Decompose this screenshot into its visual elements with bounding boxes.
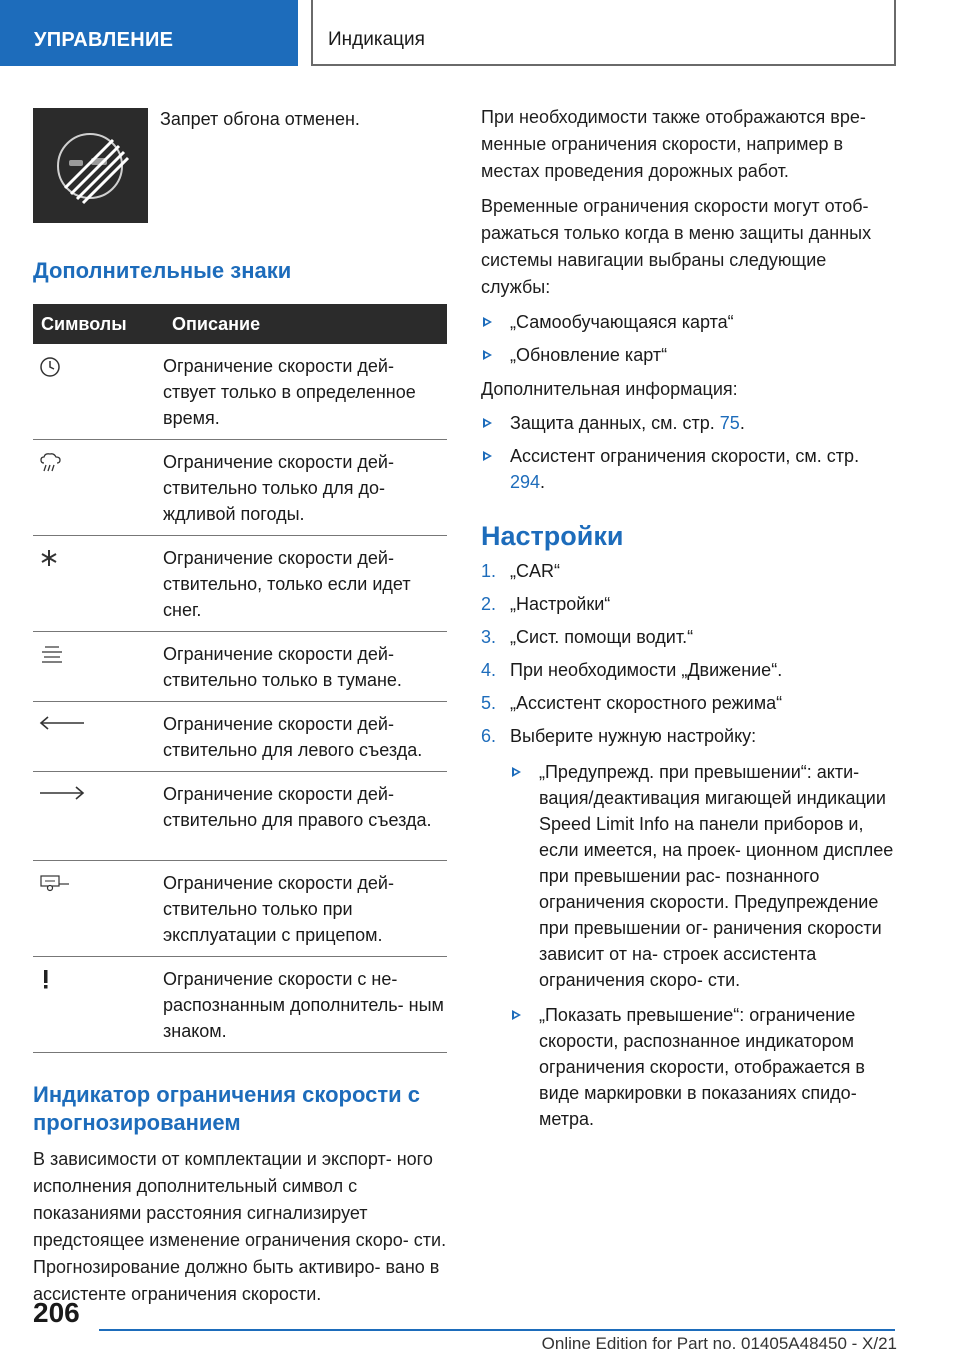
table-row: [33, 632, 447, 702]
symbol-cell: [33, 957, 156, 1053]
symbol-cell: [33, 702, 156, 772]
list-item: „Предупрежд. при превышении“: акти- вация/деактивация мигающей индикации Speed Limit Info на панели приборов и, если имеется, на проек- ционном дисплее при превышении рас- познанного ограничения скорости. Предупреждение при превышении ог- раничения скорости зависит от на- строек ассистента ограничения скоро- сти.: [510, 759, 895, 993]
footer-edition: Online Edition for Part no. 01405A48450 - X/21: [541, 1334, 897, 1353]
footer-divider: [99, 1329, 895, 1331]
exclamation-icon: [39, 969, 156, 991]
table-header-row: [33, 304, 447, 344]
section-tab[interactable]: УПРАВЛЕНИЕ: [0, 0, 298, 66]
more-info-label: Дополнительная информация:: [481, 379, 738, 399]
list-item: 4. При необходимости „Движение“.: [481, 660, 783, 680]
fog-icon: [39, 644, 156, 666]
more-info-list: [481, 410, 895, 495]
sign-caption: Запрет обгона отменен.: [160, 109, 360, 129]
bullet-triangle-icon: [483, 350, 492, 360]
additional-signs-heading: Дополнительные знаки: [33, 258, 292, 283]
symbol-cell: [33, 440, 156, 536]
rain-cloud-icon: [39, 452, 156, 474]
symbol-cell: [33, 632, 156, 702]
bullet-triangle-icon: [483, 418, 492, 428]
list-item: „Обновление карт“: [481, 342, 895, 368]
bullet-triangle-icon: [512, 767, 521, 777]
no-overtaking-end-sign-icon: [33, 108, 148, 223]
description-cell: Ограничение скорости дей- ствительно только для до- ждливой погоды.: [156, 440, 447, 536]
bullet-triangle-icon: [483, 451, 492, 461]
services-list: [481, 309, 895, 368]
description-cell: Ограничение скорости дей- ствительно только в тумане.: [156, 632, 447, 702]
list-item: Ассистент ограничения скорости, см. стр. 294.: [481, 443, 895, 495]
list-item: „Самообучающаяся карта“: [481, 309, 895, 335]
chapter-title: Индикация: [311, 0, 896, 66]
additional-signs-table: [33, 304, 447, 1053]
symbol-cell: [33, 861, 156, 957]
description-cell: Ограничение скорости дей- ствительно для правого съезда.: [156, 772, 447, 861]
description-cell: Ограничение скорости дей- ствует только в определенное время.: [156, 344, 447, 440]
bullet-triangle-icon: [483, 317, 492, 327]
page-number: 206: [33, 1297, 80, 1328]
list-item: 3. „Сист. помощи водит.“: [481, 627, 694, 647]
prediction-heading: Индикатор ограничения скорости с прогнозированием: [33, 1082, 421, 1135]
column-header-description: Описание: [156, 304, 447, 344]
settings-steps: [481, 558, 895, 749]
page-link[interactable]: 75: [719, 413, 740, 433]
description-cell: Ограничение скорости с не- распознанным дополнитель- ным знаком.: [156, 957, 447, 1053]
temporary-limits-paragraph: При необходимости также отображаются вре- менные ограничения скорости, например в местах проведения дорожных работ.: [481, 107, 866, 181]
snowflake-icon: [39, 548, 156, 568]
bullet-triangle-icon: [512, 1010, 521, 1020]
arrow-right-icon: [39, 784, 156, 802]
table-row: [33, 344, 447, 440]
description-cell: Ограничение скорости дей- ствительно для левого съезда.: [156, 702, 447, 772]
right-column: [481, 104, 895, 1132]
prediction-text: В зависимости от комплектации и экспорт- ного исполнения дополнительный символ с показаниями расстояния сигнализирует предстоящее изменение ограничения скоро- сти. Прогнозирование должно быть активиро- вано в ассистенте ограничения скорости.: [33, 1149, 447, 1304]
table-row: [33, 440, 447, 536]
symbol-cell: [33, 536, 156, 632]
description-cell: Ограничение скорости дей- ствительно только при эксплуатации с прицепом.: [156, 861, 447, 957]
list-item: 1. „CAR“: [481, 561, 560, 581]
page-link[interactable]: 294: [510, 472, 541, 492]
table-row: [33, 957, 447, 1053]
settings-heading: Настройки: [481, 521, 624, 551]
trailer-icon: [39, 873, 156, 893]
column-header-symbols: Символы: [33, 304, 156, 344]
list-item: 6. Выберите нужную настройку:: [481, 726, 757, 746]
list-item: 5. „Ассистент скоростного режима“: [481, 693, 783, 713]
symbol-cell: [33, 344, 156, 440]
list-item: Защита данных, см. стр. 75.: [481, 410, 895, 436]
table-row: [33, 861, 447, 957]
sign-block: [33, 108, 447, 224]
settings-options: [481, 759, 895, 1132]
clock-icon: [39, 356, 156, 378]
symbol-cell: [33, 772, 156, 861]
table-row: [33, 772, 447, 861]
left-column: [33, 108, 447, 1308]
list-item: „Показать превышение“: ограничение скорости, распознанное индикатором ограничения скорости, отображается в виде маркировки в показаниях спидо- метра.: [510, 1002, 895, 1132]
navigation-services-paragraph: Временные ограничения скорости могут отоб- ражаться только когда в меню защиты данных системы навигации выбраны следующие службы:: [481, 196, 872, 297]
description-cell: Ограничение скорости дей- ствительно, только если идет снег.: [156, 536, 447, 632]
list-item: 2. „Настройки“: [481, 594, 611, 614]
table-row: [33, 702, 447, 772]
table-row: [33, 536, 447, 632]
arrow-left-icon: [39, 714, 156, 732]
